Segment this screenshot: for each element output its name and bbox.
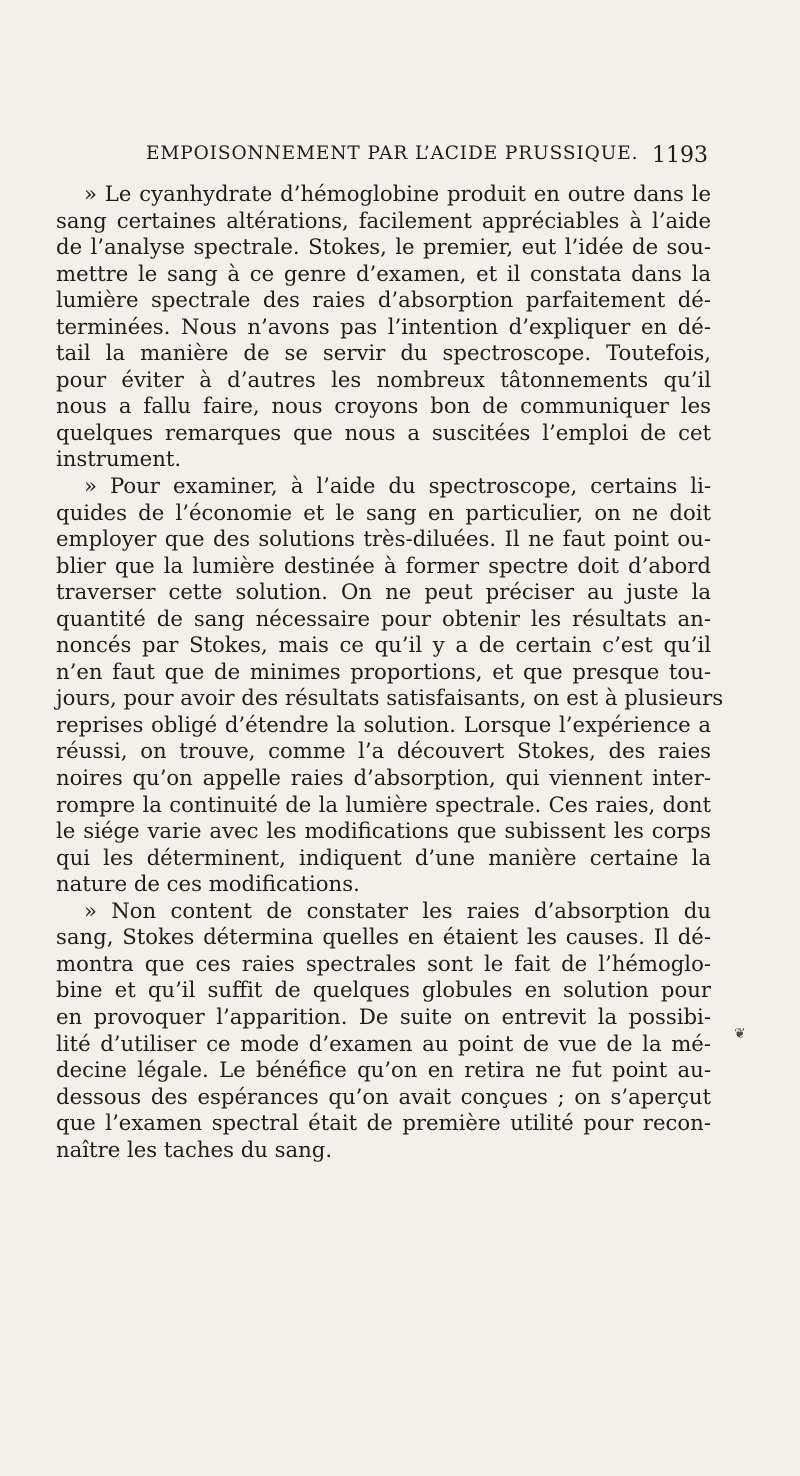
text-line: sang, Stokes détermina quelles en étaient les causes. Il dé- xyxy=(56,924,711,950)
body-text xyxy=(56,181,724,1163)
text-line: sang certaines altérations, facilement appréciables à l’aide xyxy=(56,207,711,233)
text-line: nature de ces modifications. xyxy=(56,871,360,897)
text-line: » Le cyanhydrate d’hémoglobine produit en outre dans le xyxy=(84,181,711,206)
text-line: jours, pour avoir des résultats satisfaisants, on est à plusieurs xyxy=(56,685,724,711)
text-line: reprises obligé d’étendre la solution. Lorsque l’expérience a xyxy=(56,711,711,737)
text-line: lité d’utiliser ce mode d’examen au point de vue de la mé- xyxy=(56,1030,711,1056)
text-line: de l’analyse spectrale. Stokes, le premier, eut l’idée de sou- xyxy=(56,234,711,260)
text-line: blier que la lumière destinée à former spectre doit d’abord xyxy=(56,552,711,578)
margin-mark-icon: ❦ xyxy=(734,1026,746,1042)
text-line: quantité de sang nécessaire pour obtenir les résultats an- xyxy=(56,605,711,631)
running-title: EMPOISONNEMENT PAR L’ACIDE PRUSSIQUE. xyxy=(146,143,639,164)
text-line: qui les déterminent, indiquent d’une manière certaine la xyxy=(56,844,711,870)
text-line: lumière spectrale des raies d’absorption parfaitement dé- xyxy=(56,287,711,313)
text-line: naître les taches du sang. xyxy=(56,1136,333,1162)
text-line: tail la manière de se servir du spectroscope. Toutefois, xyxy=(56,340,711,366)
text-line: instrument. xyxy=(56,446,182,472)
text-line: » Pour examiner, à l’aide du spectroscope, certains li- xyxy=(84,473,711,499)
text-line: decine légale. Le bénéfice qu’on en retira ne fut point au- xyxy=(56,1057,711,1083)
text-line: traverser cette solution. On ne peut préciser au juste la xyxy=(56,579,711,605)
text-line: quides de l’économie et le sang en particulier, on ne doit xyxy=(56,499,711,525)
text-line: en provoquer l’apparition. De suite on entrevit la possibi- xyxy=(56,1003,711,1029)
text-line: le siége varie avec les modifications que subissent les corps xyxy=(56,818,711,844)
text-line: pour éviter à d’autres les nombreux tâtonnements qu’il xyxy=(56,366,711,392)
running-head xyxy=(146,143,708,173)
text-line: noires qu’on appelle raies d’absorption, qui viennent inter- xyxy=(56,765,711,791)
text-line: mettre le sang à ce genre d’examen, et il constata dans la xyxy=(56,260,711,286)
text-line: terminées. Nous n’avons pas l’intention d’expliquer en dé- xyxy=(56,313,711,339)
text-line: noncés par Stokes, mais ce qu’il y a de certain c’est qu’il xyxy=(56,632,711,658)
text-line: n’en faut que de minimes proportions, et que presque tou- xyxy=(56,658,711,684)
text-line: » Non content de constater les raies d’absorption du xyxy=(84,897,711,923)
text-line: réussi, on trouve, comme l’a découvert Stokes, des raies xyxy=(56,738,711,764)
page-number: 1193 xyxy=(652,143,708,168)
text-line: quelques remarques que nous a suscitées l’emploi de cet xyxy=(56,419,711,445)
text-line: rompre la continuité de la lumière spectrale. Ces raies, dont xyxy=(56,791,711,817)
text-line: nous a fallu faire, nous croyons bon de communiquer les xyxy=(56,393,711,419)
text-line: dessous des espérances qu’on avait conçues ; on s’aperçut xyxy=(56,1083,711,1109)
text-line: bine et qu’il suffit de quelques globules en solution pour xyxy=(56,977,711,1003)
text-line: employer que des solutions très-diluées. Il ne faut point ou- xyxy=(56,526,711,552)
text-line: montra que ces raies spectrales sont le fait de l’hémoglo- xyxy=(56,950,711,976)
text-line: que l’examen spectral était de première utilité pour recon- xyxy=(56,1110,711,1136)
